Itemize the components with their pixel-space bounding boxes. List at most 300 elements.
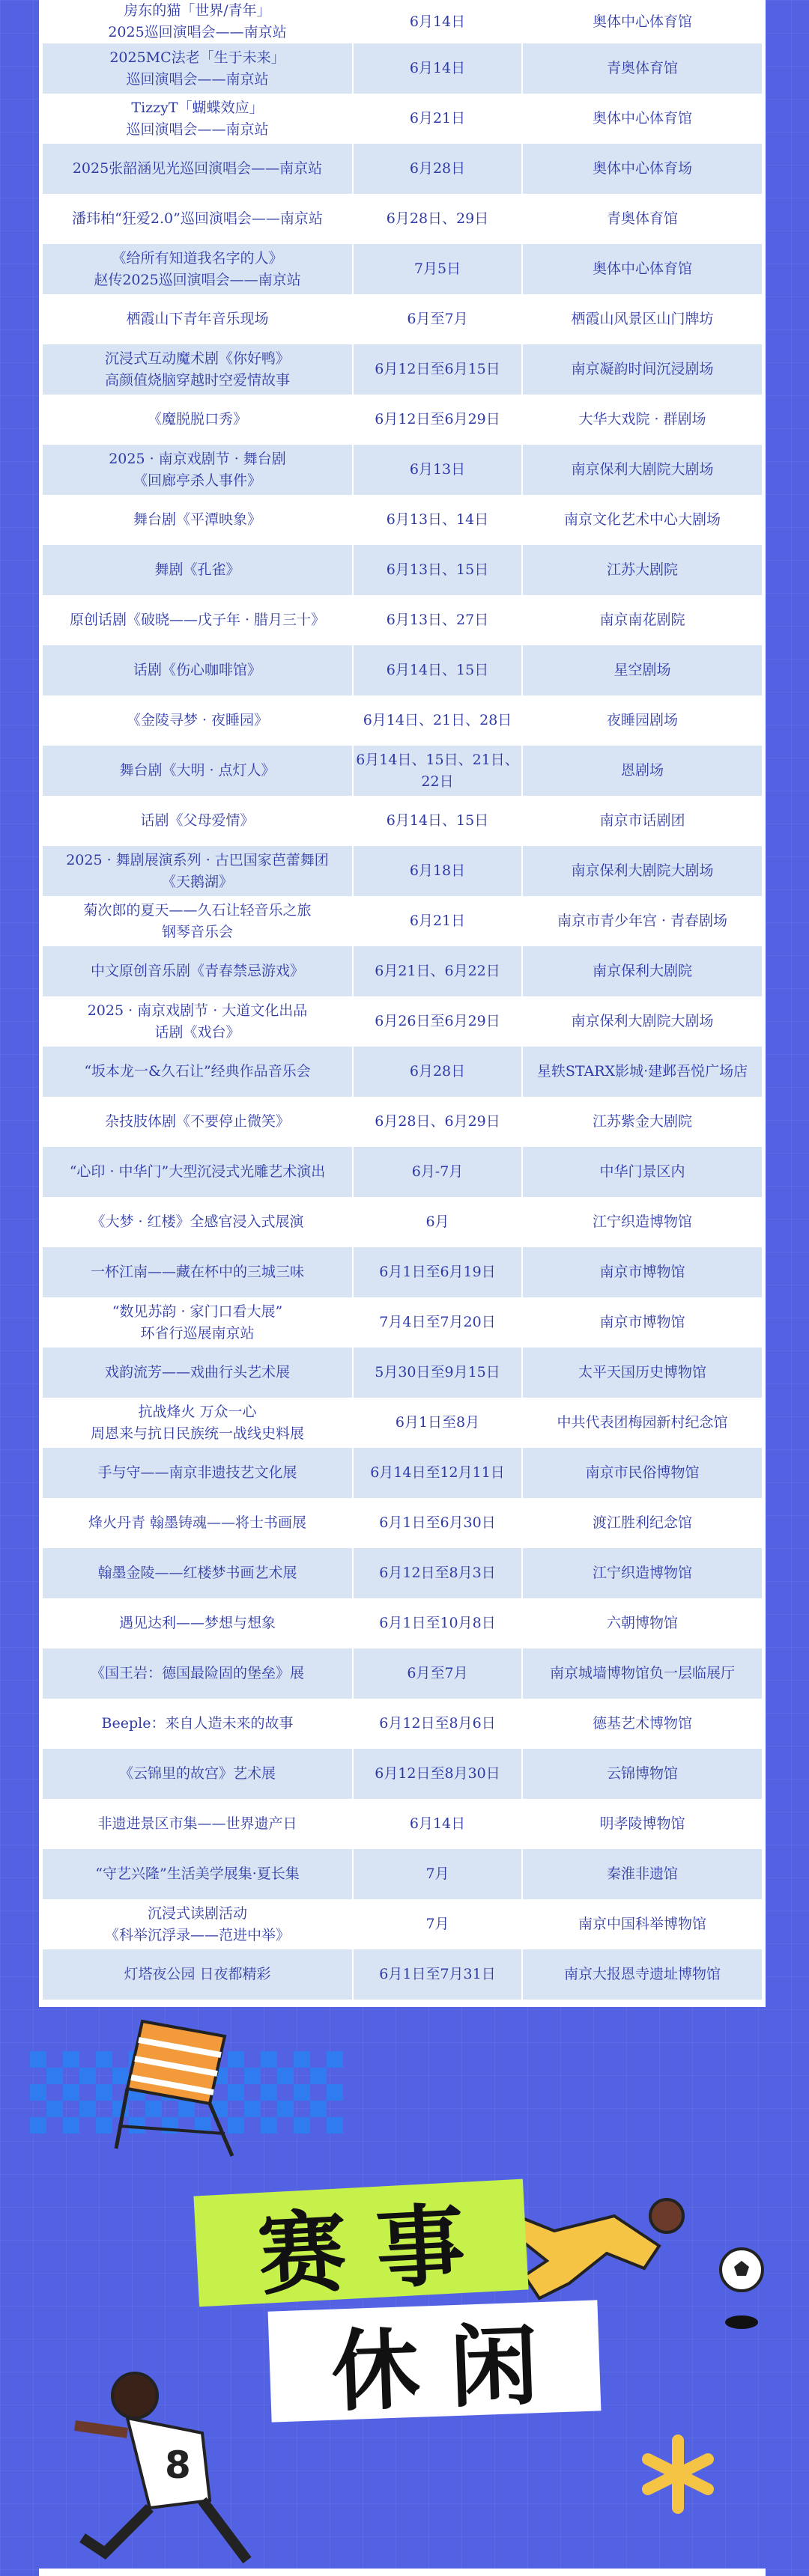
cell-name — [43, 946, 352, 996]
cell-venue — [523, 1398, 762, 1448]
cell-text: 戏韵流芳——戏曲行头艺术展 — [104, 1364, 290, 1380]
cell-text: 秦淮非遗馆 — [606, 1866, 678, 1882]
cell-text: 6月1日至6月19日 — [379, 1264, 496, 1280]
checker-square — [46, 2101, 63, 2117]
checker-square — [96, 2084, 112, 2101]
cell-text: 奥体中心体育馆 — [592, 110, 692, 127]
cell-text: 6月14日 — [409, 13, 466, 30]
cell-text: 6月14日至12月11日 — [370, 1464, 505, 1481]
table-row — [43, 395, 762, 445]
cell-text: 潘玮柏“狂爱2.0”巡回演唱会——南京站 — [72, 210, 323, 227]
section-title-line2: 休闲 — [268, 2300, 602, 2422]
cell-date — [352, 1147, 523, 1197]
cell-text: 6月12日至6月29日 — [375, 411, 500, 427]
cell-text: 南京文化艺术中心大剧场 — [563, 511, 721, 528]
cell-venue — [523, 1097, 762, 1147]
cell-text: 6月26日至6月29日 — [375, 1013, 500, 1029]
cell-text: 原创话剧《破晓——戊子年 · 腊月三十》 — [69, 612, 326, 628]
cell-text: 6月14日 — [409, 1815, 466, 1832]
cell-text: 南京保利大剧院大剧场 — [571, 862, 714, 879]
cell-name — [43, 1297, 352, 1348]
cell-name — [43, 244, 352, 294]
table-row — [43, 846, 762, 896]
cell-venue — [523, 94, 762, 144]
checker-square — [30, 2117, 46, 2134]
cell-text: 抗战烽火 万众一心 周恩来与抗日民族统一战线史料展 — [90, 1403, 304, 1442]
cell-date — [352, 796, 523, 846]
cell-text: 7月 — [425, 1916, 449, 1932]
cell-text: 6月12日至8月6日 — [379, 1715, 496, 1732]
cell-date — [352, 194, 523, 244]
cell-text: 德基艺术博物馆 — [592, 1715, 692, 1732]
table-row — [43, 495, 762, 545]
cell-text: 翰墨金陵——红楼梦书画艺术展 — [97, 1565, 297, 1581]
checker-square — [96, 2117, 112, 2134]
checker-square — [63, 2051, 79, 2068]
cell-text: 6月1日至10月8日 — [379, 1615, 496, 1631]
checker-square — [327, 2051, 343, 2068]
cell-text: 6月13日 — [409, 461, 466, 478]
table-row — [43, 294, 762, 344]
cell-text: 栖霞山下青年音乐现场 — [126, 311, 269, 327]
cell-text: TizzyT「蝴蝶效应」 巡回演唱会——南京站 — [126, 99, 269, 138]
cell-date — [352, 1799, 523, 1849]
cell-date — [352, 545, 523, 595]
table-row — [43, 144, 762, 194]
cell-text: 中文原创音乐剧《青春禁忌游戏》 — [90, 963, 304, 979]
cell-text: 2025 · 南京戏剧节 · 舞台剧 《回廊亭杀人事件》 — [109, 450, 286, 489]
events-table — [39, 0, 766, 2007]
cell-text: 6月至7月 — [407, 1665, 468, 1681]
table-row — [43, 1849, 762, 1899]
checker-square — [79, 2068, 96, 2084]
table-row — [43, 194, 762, 244]
cell-text: “守艺兴隆”生活美学展集·夏长集 — [95, 1866, 300, 1882]
cell-venue — [523, 595, 762, 645]
cell-text: 6月1日至6月30日 — [379, 1514, 496, 1531]
checker-square — [63, 2084, 79, 2101]
soccer-ball-icon — [718, 2246, 766, 2294]
cell-date — [352, 43, 523, 94]
shadow-decoration — [723, 2313, 760, 2331]
cell-text: 江苏大剧院 — [606, 561, 678, 578]
cell-text: 6月12日至6月15日 — [375, 361, 500, 377]
table-row — [43, 1598, 762, 1648]
table-row — [43, 43, 762, 94]
cell-date — [352, 1247, 523, 1297]
cell-venue — [523, 846, 762, 896]
cell-date — [352, 746, 523, 796]
table-row — [43, 94, 762, 144]
cell-text: 南京市话剧团 — [599, 812, 685, 829]
cell-text: 《给所有知道我名字的人》 赵传2025巡回演唱会——南京站 — [94, 249, 301, 288]
cell-text: 6月14日、21日、28日 — [363, 712, 512, 728]
cell-text: Beeple：来自人造未来的故事 — [101, 1715, 294, 1732]
cell-text: 舞剧《孔雀》 — [154, 561, 240, 578]
cell-text: 遇见达利——梦想与想象 — [118, 1615, 276, 1631]
cell-text: 6月14日、15日、21日、22日 — [356, 751, 519, 790]
cell-text: 7月4日至7月20日 — [379, 1314, 496, 1330]
checker-square — [310, 2068, 327, 2084]
cell-venue — [523, 495, 762, 545]
cell-date — [352, 1348, 523, 1398]
table-row — [43, 1047, 762, 1097]
cell-venue — [523, 1949, 762, 2000]
cell-venue — [523, 1498, 762, 1548]
cell-name — [43, 94, 352, 144]
cell-date — [352, 946, 523, 996]
cell-name — [43, 144, 352, 194]
checker-square — [327, 2084, 343, 2101]
table-row — [43, 796, 762, 846]
cell-venue — [523, 946, 762, 996]
table-row — [43, 1448, 762, 1498]
cell-text: 杂技肢体剧《不要停止微笑》 — [104, 1113, 290, 1130]
cell-text: 6月13日、15日 — [386, 561, 489, 578]
cell-text: 江苏紫金大剧院 — [592, 1113, 692, 1130]
cell-venue — [523, 294, 762, 344]
cell-date — [352, 595, 523, 645]
cell-text: 2025MC法老「生于未来」 巡回演唱会——南京站 — [109, 49, 285, 88]
cell-name — [43, 1047, 352, 1097]
cell-text: 7月 — [425, 1866, 449, 1882]
cell-name — [43, 896, 352, 946]
cell-name — [43, 445, 352, 495]
cell-date — [352, 495, 523, 545]
cell-venue — [523, 1348, 762, 1398]
checker-square — [261, 2117, 277, 2134]
cell-text: 南京中国科举博物馆 — [578, 1916, 706, 1932]
cell-text: 中共代表团梅园新村纪念馆 — [557, 1414, 728, 1431]
cell-text: 6月1日至7月31日 — [379, 1966, 496, 1982]
cell-venue — [523, 695, 762, 746]
cell-venue — [523, 1047, 762, 1097]
cell-text: 6月 — [425, 1214, 449, 1230]
cell-date — [352, 1849, 523, 1899]
cell-text: 6月13日、27日 — [386, 612, 489, 628]
table-row — [43, 1648, 762, 1699]
cell-text: 江宁织造博物馆 — [592, 1565, 692, 1581]
cell-text: 南京保利大剧院大剧场 — [571, 1013, 714, 1029]
cell-name — [43, 1598, 352, 1648]
table-row — [43, 996, 762, 1047]
cell-name — [43, 0, 352, 43]
cell-text: 江宁织造博物馆 — [592, 1214, 692, 1230]
cell-text: 6月14日、15日 — [386, 812, 489, 829]
cell-text: 青奥体育馆 — [606, 60, 678, 76]
table-row — [43, 1147, 762, 1197]
checker-square — [277, 2068, 294, 2084]
cell-date — [352, 1297, 523, 1348]
cell-text: 非遗进景区市集——世界遗产日 — [97, 1815, 297, 1832]
cell-venue — [523, 1598, 762, 1648]
cell-name — [43, 1147, 352, 1197]
cell-name — [43, 1548, 352, 1598]
cell-text: 《大梦 · 红楼》全感官浸入式展演 — [91, 1214, 304, 1230]
cell-name — [43, 1448, 352, 1498]
cell-text: 6月21日 — [409, 110, 466, 127]
cell-venue — [523, 1648, 762, 1699]
cell-name — [43, 1648, 352, 1699]
cell-name — [43, 344, 352, 395]
cell-text: 话剧《父母爱情》 — [140, 812, 255, 829]
cell-venue — [523, 896, 762, 946]
cell-text: 6月28日、29日 — [386, 210, 489, 227]
checker-square — [46, 2068, 63, 2084]
cell-date — [352, 94, 523, 144]
cell-text: 7月5日 — [413, 261, 461, 277]
cell-venue — [523, 1448, 762, 1498]
cell-text: 烽火丹青 翰墨铸魂——将士书画展 — [88, 1514, 307, 1531]
cell-name — [43, 1699, 352, 1749]
cell-date — [352, 1498, 523, 1548]
cell-date — [352, 1699, 523, 1749]
cell-date — [352, 1548, 523, 1598]
cell-date — [352, 1749, 523, 1799]
cell-text: “心印 · 中华门”大型沉浸式光雕艺术演出 — [69, 1163, 326, 1180]
cell-date — [352, 1598, 523, 1648]
table-row — [43, 1097, 762, 1147]
cell-text: 南京凝韵时间沉浸剧场 — [571, 361, 714, 377]
table-row — [43, 545, 762, 595]
checker-square — [294, 2084, 310, 2101]
cell-text: 渡江胜利纪念馆 — [592, 1514, 692, 1531]
cell-date — [352, 1899, 523, 1949]
cell-text: 2025 · 南京戏剧节 · 大道文化出品 话剧《戏台》 — [87, 1002, 308, 1041]
table-row — [43, 1197, 762, 1247]
cell-name — [43, 1247, 352, 1297]
cell-text: 奥体中心体育馆 — [592, 261, 692, 277]
cell-date — [352, 996, 523, 1047]
cell-venue — [523, 43, 762, 94]
cell-text: 夜睡园剧场 — [606, 712, 678, 728]
cell-date — [352, 0, 523, 43]
svg-text:8: 8 — [165, 2443, 191, 2487]
table-row — [43, 1548, 762, 1598]
cell-venue — [523, 1749, 762, 1799]
cell-date — [352, 1949, 523, 2000]
cell-text: 《魔脱脱口秀》 — [147, 411, 247, 427]
checker-square — [294, 2117, 310, 2134]
checker-square — [261, 2051, 277, 2068]
table-row — [43, 1498, 762, 1548]
cell-text: 舞台剧《大明 · 点灯人》 — [119, 762, 276, 779]
cell-name — [43, 846, 352, 896]
cell-date — [352, 294, 523, 344]
bottom-white-bar — [39, 2569, 766, 2576]
cell-text: 云锦博物馆 — [606, 1765, 678, 1782]
cell-date — [352, 1097, 523, 1147]
cell-text: 菊次郎的夏天——久石让轻音乐之旅 钢琴音乐会 — [83, 901, 312, 940]
cell-name — [43, 495, 352, 545]
cell-date — [352, 445, 523, 495]
cell-text: 6月18日 — [409, 862, 466, 879]
cell-venue — [523, 645, 762, 695]
cell-text: 六朝博物馆 — [606, 1615, 678, 1631]
cell-name — [43, 395, 352, 445]
cell-venue — [523, 1899, 762, 1949]
table-row — [43, 0, 762, 43]
cell-date — [352, 344, 523, 395]
cell-text: 奥体中心体育馆 — [592, 13, 692, 30]
cell-name — [43, 695, 352, 746]
cell-text: 6月13日、14日 — [386, 511, 489, 528]
checker-square — [327, 2117, 343, 2134]
cell-venue — [523, 244, 762, 294]
cell-text: 南京保利大剧院大剧场 — [571, 461, 714, 478]
cell-venue — [523, 395, 762, 445]
table-row — [43, 896, 762, 946]
cell-text: 灯塔夜公园 日夜都精彩 — [124, 1966, 271, 1982]
cell-text: 6月14日 — [409, 60, 466, 76]
table-row — [43, 1398, 762, 1448]
sports-leisure-banner — [0, 1999, 809, 2576]
cell-text: 奥体中心体育场 — [592, 160, 692, 177]
table-row — [43, 1899, 762, 1949]
cell-name — [43, 545, 352, 595]
table-row — [43, 1247, 762, 1297]
cell-name — [43, 1849, 352, 1899]
cell-text: 6月21日、6月22日 — [375, 963, 500, 979]
table-row — [43, 445, 762, 495]
cell-name — [43, 1348, 352, 1398]
cell-venue — [523, 0, 762, 43]
cell-venue — [523, 1197, 762, 1247]
checker-square — [79, 2101, 96, 2117]
cell-text: 太平天国历史博物馆 — [578, 1364, 706, 1380]
cell-text: 5月30日至9月15日 — [375, 1364, 500, 1380]
table-row — [43, 645, 762, 695]
cell-name — [43, 194, 352, 244]
table-row — [43, 1749, 762, 1799]
cell-text: 《国王岩：德国最险固的堡垒》展 — [90, 1665, 304, 1681]
checker-square — [277, 2101, 294, 2117]
cell-name — [43, 1097, 352, 1147]
cell-text: “数见苏韵 · 家门口看大展” 环省行巡展南京站 — [112, 1303, 283, 1342]
cell-name — [43, 1197, 352, 1247]
cell-text: 大华大戏院 · 群剧场 — [578, 411, 706, 427]
cell-text: 星空剧场 — [613, 662, 671, 678]
cell-date — [352, 645, 523, 695]
cell-text: 6月28日、6月29日 — [375, 1113, 500, 1130]
table-row — [43, 1949, 762, 2000]
cell-text: 南京保利大剧院 — [592, 963, 692, 979]
cell-text: 《金陵寻梦 · 夜睡园》 — [126, 712, 269, 728]
cell-venue — [523, 545, 762, 595]
cell-text: 舞台剧《平潭映象》 — [133, 511, 261, 528]
cell-text: 话剧《伤心咖啡馆》 — [133, 662, 261, 678]
cell-date — [352, 1448, 523, 1498]
cell-venue — [523, 1247, 762, 1297]
cell-text: 房东的猫「世界/青年」 2025巡回演唱会——南京站 — [108, 2, 287, 40]
cell-date — [352, 1047, 523, 1097]
cell-text: 恩剧场 — [620, 762, 664, 779]
cell-text: 南京市民俗博物馆 — [585, 1464, 700, 1481]
cell-text: 沉浸式互动魔术剧《你好鸭》 高颜值烧脑穿越时空爱情故事 — [104, 350, 290, 389]
cell-text: 6月12日至8月3日 — [379, 1565, 496, 1581]
table-row — [43, 344, 762, 395]
cell-venue — [523, 144, 762, 194]
cell-text: 中华门景区内 — [599, 1163, 685, 1180]
cell-date — [352, 1648, 523, 1699]
cell-name — [43, 1949, 352, 2000]
cell-date — [352, 244, 523, 294]
cell-venue — [523, 344, 762, 395]
cell-name — [43, 294, 352, 344]
cell-text: 明孝陵博物馆 — [599, 1815, 685, 1832]
cell-text: 南京南花剧院 — [599, 612, 685, 628]
star-decoration — [637, 2433, 719, 2515]
cell-name — [43, 996, 352, 1047]
cell-name — [43, 645, 352, 695]
cell-text: 沉浸式读剧活动 《科举沉浮录——范进中举》 — [104, 1904, 290, 1943]
table-row — [43, 244, 762, 294]
cell-text: 南京大报恩寺遗址博物馆 — [563, 1966, 721, 1982]
cell-text: 6月12日至8月30日 — [375, 1765, 500, 1782]
checker-square — [30, 2084, 46, 2101]
table-row — [43, 1699, 762, 1749]
cell-text: 南京城墙博物馆负一层临展厅 — [549, 1665, 735, 1681]
cell-name — [43, 1498, 352, 1548]
cell-name — [43, 43, 352, 94]
cell-name — [43, 1398, 352, 1448]
cell-name — [43, 1799, 352, 1849]
checker-square — [63, 2117, 79, 2134]
cell-venue — [523, 796, 762, 846]
checker-square — [261, 2084, 277, 2101]
cell-text: 《云锦里的故宫》艺术展 — [118, 1765, 276, 1782]
checker-square — [30, 2051, 46, 2068]
table-row — [43, 946, 762, 996]
cell-text: 手与守——南京非遗技艺文化展 — [97, 1464, 297, 1481]
table-row — [43, 746, 762, 796]
checker-square — [96, 2051, 112, 2068]
cell-name — [43, 595, 352, 645]
striker-illustration — [60, 2351, 270, 2575]
table-row — [43, 695, 762, 746]
cell-text: 一杯江南——藏在杯中的三城三味 — [90, 1264, 304, 1280]
cell-text: 6月28日 — [409, 160, 466, 177]
cell-text: 2025 · 舞剧展演系列 · 古巴国家芭蕾舞团 《天鹅湖》 — [66, 851, 329, 890]
cell-date — [352, 896, 523, 946]
cell-date — [352, 695, 523, 746]
cell-name — [43, 1749, 352, 1799]
cell-text: 6月14日、15日 — [386, 662, 489, 678]
cell-venue — [523, 746, 762, 796]
cell-text: 6月-7月 — [411, 1163, 464, 1180]
cell-text: 6月28日 — [409, 1063, 466, 1080]
cell-venue — [523, 1799, 762, 1849]
cell-venue — [523, 996, 762, 1047]
deck-chair-illustration — [112, 2014, 247, 2164]
cell-text: 南京市博物馆 — [599, 1314, 685, 1330]
cell-venue — [523, 1699, 762, 1749]
cell-venue — [523, 1147, 762, 1197]
cell-date — [352, 1197, 523, 1247]
cell-text: 6月21日 — [409, 913, 466, 929]
table-row — [43, 1297, 762, 1348]
cell-venue — [523, 445, 762, 495]
cell-venue — [523, 1548, 762, 1598]
checker-square — [310, 2101, 327, 2117]
table-row — [43, 595, 762, 645]
cell-text: 南京市青少年宫 · 青春剧场 — [557, 913, 728, 929]
cell-name — [43, 1899, 352, 1949]
cell-text: 南京市博物馆 — [599, 1264, 685, 1280]
cell-name — [43, 796, 352, 846]
cell-venue — [523, 1297, 762, 1348]
cell-text: “坂本龙一&久石让”经典作品音乐会 — [84, 1063, 311, 1080]
